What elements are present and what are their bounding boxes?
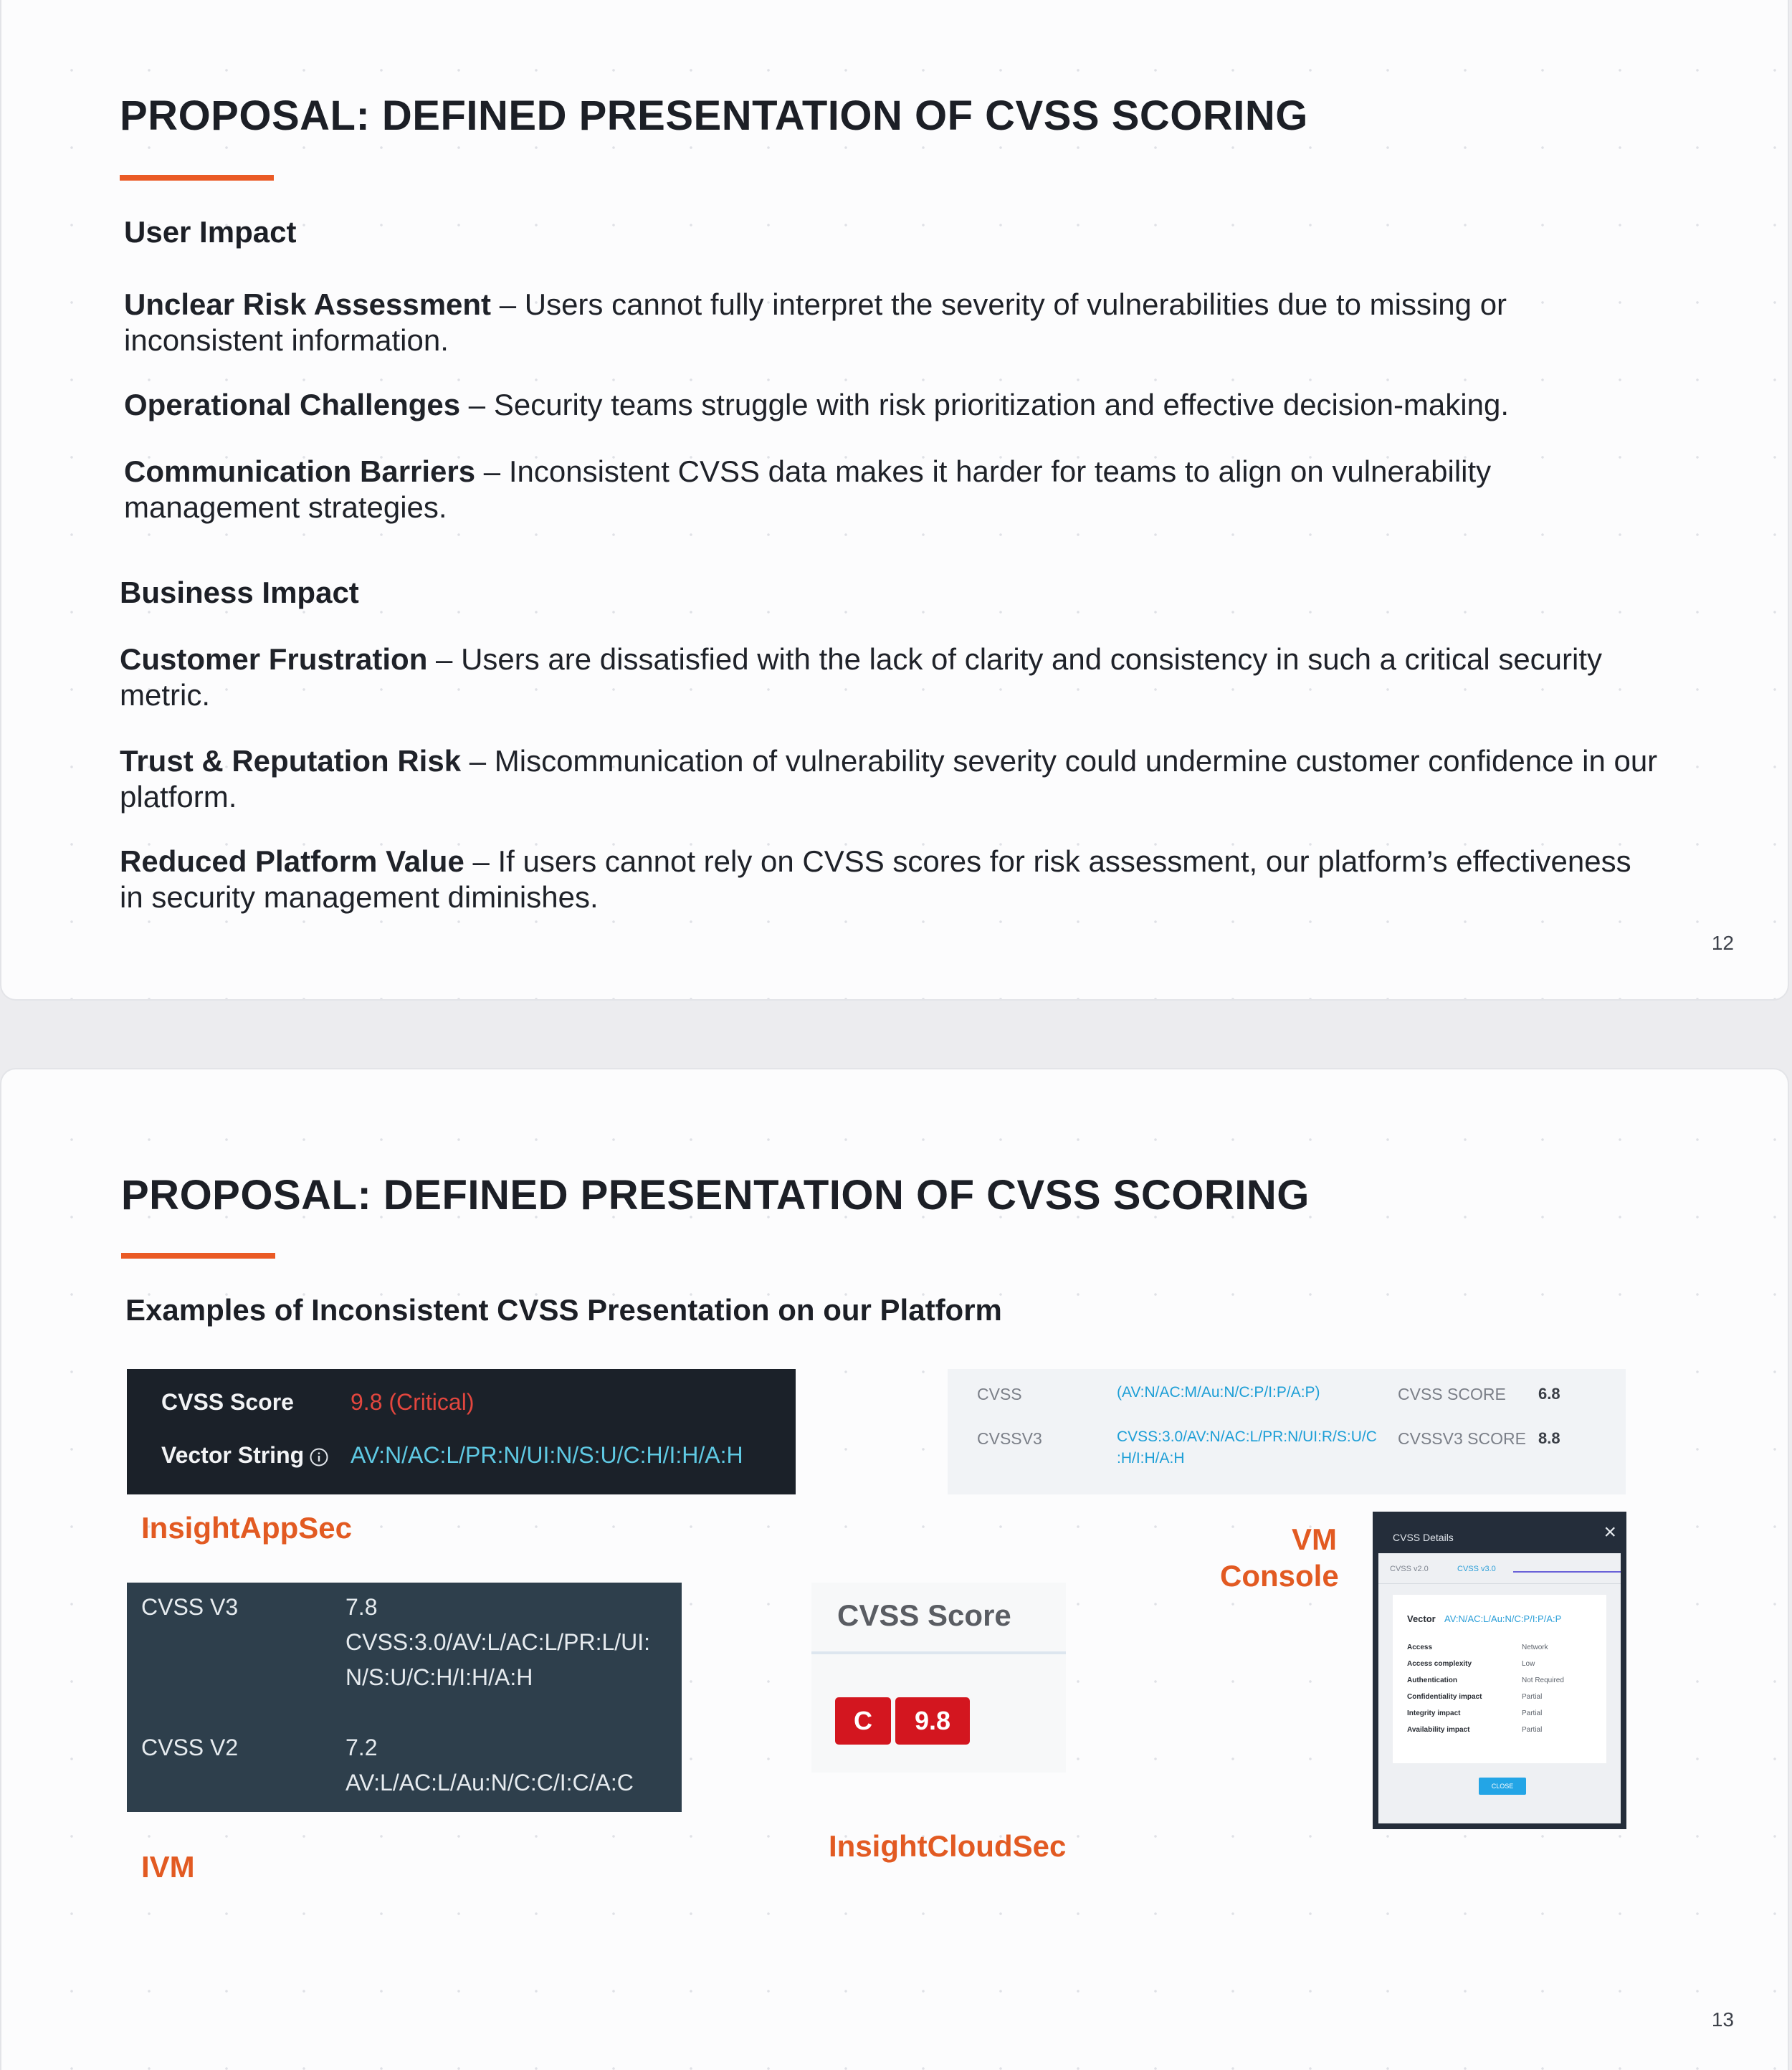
- user-impact-heading: User Impact: [124, 215, 297, 249]
- item-text: – Miscommunication of vulnerability severity could undermine customer confidence in our platform.: [120, 744, 1658, 814]
- metric-key: Integrity impact: [1407, 1709, 1461, 1717]
- item-term: Reduced Platform Value: [120, 844, 464, 878]
- metric-key: Access: [1407, 1644, 1433, 1651]
- cvss-score-label: CVSS SCORE: [1398, 1385, 1506, 1403]
- cvss-row-key: CVSS: [977, 1385, 1022, 1403]
- metric-value: Partial: [1522, 1709, 1543, 1717]
- business-impact-item: [120, 743, 1661, 815]
- vm-console-label: [1220, 1521, 1337, 1594]
- user-impact-item: [124, 287, 1665, 358]
- vector-string-value: AV:N/AC:L/PR:N/UI:N/S:U/C:H/I:H/A:H: [351, 1442, 743, 1468]
- tab-divider: [1378, 1583, 1621, 1584]
- modal-detail-card: [1393, 1595, 1606, 1763]
- ivm-cvss-panel: [127, 1583, 682, 1812]
- cvss-v2-vector: AV:L/AC:L/Au:N/C:C/I:C/A:C: [345, 1770, 634, 1795]
- tab-cvss-v2[interactable]: CVSS v2.0: [1390, 1565, 1429, 1573]
- close-button[interactable]: CLOSE: [1479, 1778, 1526, 1795]
- insightappsec-label: InsightAppSec: [141, 1511, 353, 1545]
- info-icon[interactable]: [309, 1447, 329, 1467]
- item-text: – Users are dissatisfied with the lack of clarity and consistency in such a critical security metric.: [120, 642, 1603, 712]
- user-impact-item: [124, 387, 1665, 423]
- examples-subtitle: Examples of Inconsistent CVSS Presentation on our Platform: [125, 1293, 1002, 1327]
- slide-13: [0, 1068, 1789, 2070]
- vm-label-line2: Console: [1220, 1559, 1339, 1593]
- vector-string-label: Vector String: [161, 1442, 305, 1468]
- page-number: 13: [1711, 2008, 1734, 2031]
- vector-value: AV:N/AC:L/Au:N/C:P/I:P/A:P: [1444, 1613, 1562, 1624]
- tab-indicator: [1513, 1571, 1621, 1573]
- business-impact-item: [120, 641, 1661, 713]
- metric-value: Not Required: [1522, 1676, 1564, 1684]
- vm-label-line1: VM: [1292, 1522, 1337, 1556]
- tab-cvss-v3[interactable]: CVSS v3.0: [1457, 1565, 1496, 1573]
- modal-title: CVSS Details: [1393, 1532, 1454, 1543]
- cvssv3-row-key: CVSSV3: [977, 1429, 1042, 1448]
- metric-value: Partial: [1522, 1693, 1543, 1701]
- card-title: CVSS Score: [837, 1598, 1011, 1632]
- item-term: Communication Barriers: [124, 454, 476, 488]
- metric-value: Partial: [1522, 1726, 1543, 1734]
- vm-cvss-table: [948, 1369, 1626, 1494]
- cvss-v2-score: 7.2: [345, 1735, 378, 1760]
- page-number: 12: [1711, 932, 1734, 954]
- item-term: Operational Challenges: [124, 388, 461, 421]
- modal-body: [1378, 1553, 1621, 1823]
- slide-title: PROPOSAL: DEFINED PRESENTATION OF CVSS SCORING: [120, 92, 1308, 139]
- severity-grade: C: [835, 1697, 891, 1745]
- business-impact-item: [120, 844, 1661, 915]
- slide-title: PROPOSAL: DEFINED PRESENTATION OF CVSS SCORING: [121, 1172, 1310, 1218]
- insightcloudsec-cvss-card: [811, 1583, 1066, 1773]
- metric-key: Confidentiality impact: [1407, 1693, 1482, 1701]
- card-header: [811, 1583, 1066, 1654]
- title-underline: [120, 175, 274, 181]
- ivm-label: IVM: [141, 1850, 195, 1884]
- close-icon[interactable]: ×: [1603, 1520, 1616, 1544]
- item-text: – If users cannot rely on CVSS scores for risk assessment, our platform’s effectiveness in security management diminishes.: [120, 844, 1631, 914]
- metric-key: Authentication: [1407, 1676, 1457, 1684]
- cvss-row-vector: (AV:N/AC:M/Au:N/C:P/I:P/A:P): [1117, 1384, 1320, 1401]
- metric-value: Low: [1522, 1660, 1535, 1668]
- cvssv3-row-vector-line1: CVSS:3.0/AV:N/AC:L/PR:N/UI:R/S:U/C: [1117, 1429, 1377, 1445]
- insightcloudsec-label: InsightCloudSec: [829, 1829, 1067, 1863]
- vector-label: Vector: [1407, 1613, 1436, 1624]
- insightappsec-cvss-panel: [127, 1369, 796, 1494]
- cvss-score-label: CVSS Score: [161, 1389, 294, 1415]
- item-text: – Users cannot fully interpret the severity of vulnerabilities due to missing or inconsistent information.: [124, 287, 1507, 357]
- user-impact-item: [124, 454, 1665, 525]
- metric-key: Access complexity: [1407, 1660, 1472, 1668]
- item-text: – Security teams struggle with risk prioritization and effective decision-making.: [460, 388, 1509, 421]
- slide-12: [0, 0, 1789, 1001]
- cvss-v2-key: CVSS V2: [141, 1735, 239, 1760]
- title-underline: [121, 1253, 275, 1259]
- cvss-score-value: 9.8 (Critical): [351, 1389, 475, 1415]
- cvss-v3-vector-line1: CVSS:3.0/AV:L/AC:L/PR:L/UI:: [345, 1629, 651, 1655]
- cvssv3-score-label: CVSSV3 SCORE: [1398, 1429, 1526, 1448]
- cvssv3-row-vector-line2: :H/I:H/A:H: [1117, 1450, 1185, 1466]
- cvss-score-value: 6.8: [1538, 1385, 1560, 1403]
- severity-score: 9.8: [895, 1697, 970, 1745]
- metric-key: Availability impact: [1407, 1726, 1470, 1734]
- item-text: – Inconsistent CVSS data makes it harder for teams to align on vulnerability management strategies.: [124, 454, 1492, 524]
- cvss-v3-key: CVSS V3: [141, 1594, 239, 1620]
- metric-value: Network: [1522, 1644, 1548, 1651]
- cvss-details-modal: [1373, 1512, 1626, 1829]
- cvss-v3-score: 7.8: [345, 1594, 378, 1620]
- item-term: Unclear Risk Assessment: [124, 287, 492, 321]
- cvssv3-score-value: 8.8: [1538, 1429, 1560, 1447]
- cvss-v3-vector-line2: N/S:U/C:H/I:H/A:H: [345, 1664, 533, 1690]
- item-term: Trust & Reputation Risk: [120, 744, 462, 778]
- modal-header: [1373, 1512, 1626, 1553]
- cvss-score-badge: [835, 1697, 970, 1745]
- item-term: Customer Frustration: [120, 642, 428, 676]
- business-impact-heading: Business Impact: [120, 576, 359, 609]
